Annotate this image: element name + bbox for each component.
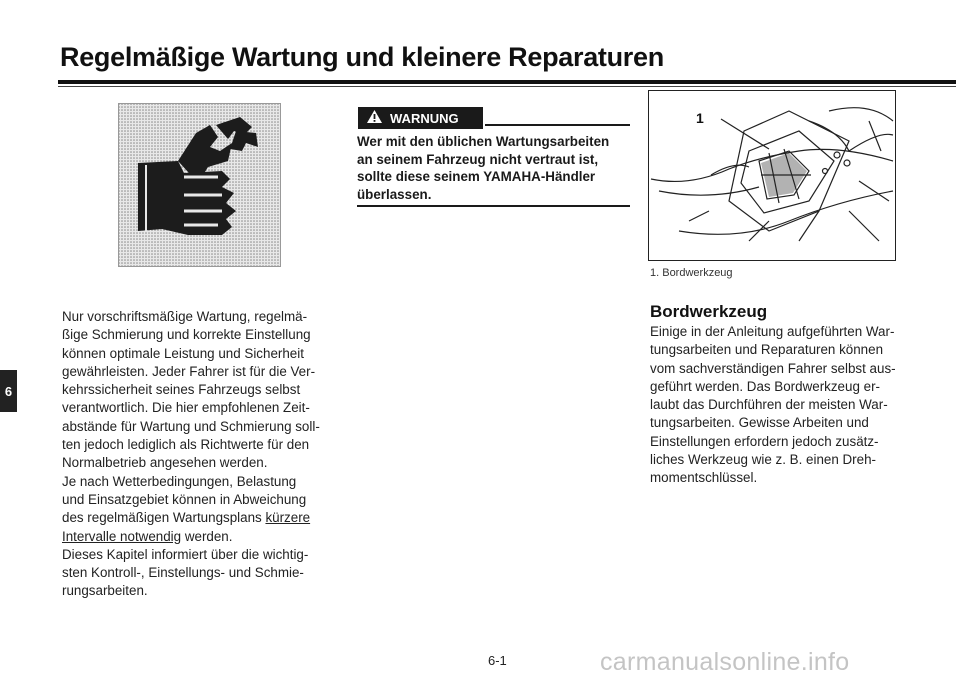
underlined-text: kürzere [265,510,311,526]
warning-rule-bottom [357,205,630,207]
text-line: geführt werden. Das Bordwerkzeug er- [650,378,880,394]
text-line: Einige in der Anleitung aufgeführten War- [650,324,895,339]
section-heading: Bordwerkzeug [650,302,768,321]
figure-caption: 1. Bordwerkzeug [650,267,733,279]
chapter-tab: 6 [0,370,17,412]
warning-label: WARNUNG [390,110,459,126]
text-line: an seinem Fahrzeug nicht vertraut ist, [357,151,599,167]
maintenance-glove-wrench-icon [118,103,281,267]
text-line: vom sachverständigen Fahrer selbst aus- [650,360,896,376]
text-line: Wer mit den üblichen Wartungsarbeiten [357,134,610,149]
page-number: 6-1 [488,653,507,668]
page-title: Regelmäßige Wartung und kleinere Reparaturen [60,42,664,72]
text-line [62,528,352,546]
text-line: tungsarbeiten und Reparaturen können [650,342,884,358]
warning-triangle-icon [366,109,383,127]
warning-text [357,133,632,203]
text-line: liches Werkzeug wie z. B. einen Dreh- [650,452,876,468]
title-underline-thin [58,86,956,87]
underlined-text: Intervalle notwendig [62,528,182,544]
figure-callout-1: 1 [696,110,704,126]
text-line: ten jedoch lediglich als Richtwerte für den [62,437,310,453]
text-line: und Einsatzgebiet können in Abweichung [62,491,307,507]
warning-badge [358,107,483,129]
text-line: rungsarbeiten. [62,583,148,599]
text-line: Einstellungen erfordern jedoch zusätz- [650,433,879,449]
title-underline [58,80,956,84]
text-line: Dieses Kapitel informiert über die wichtig- [62,546,309,562]
text-line: gewährleisten. Jeder Fahrer ist für die Ver- [62,363,316,379]
text-line: Je nach Wetterbedingungen, Belastung [62,473,297,489]
text-line: laubt das Durchführen der meisten War- [650,397,888,413]
toolkit-figure [648,90,896,261]
text-line: sten Kontroll-, Einstellungs- und Schmie- [62,565,304,581]
text-line: tungsarbeiten. Gewisse Arbeiten und [650,415,869,431]
toolkit-paragraph [650,323,940,488]
text-line: überlassen. [357,186,432,202]
text-line: verantwortlich. Die hier empfohlenen Zeit- [62,400,310,416]
watermark: carmanualsonline.info [600,648,850,676]
warning-rule-top [485,124,630,126]
intro-paragraph [62,308,352,601]
text-line: Normalbetrieb angesehen werden. [62,455,268,471]
text-line [62,509,352,527]
text-line: ßige Schmierung und korrekte Einstellung [62,327,311,343]
text-line: momentschlüssel. [650,470,758,486]
text-line: sollte diese seinem YAMAHA-Händler [357,169,596,184]
text-line: Nur vorschriftsmäßige Wartung, regelmä- [62,309,308,324]
text-line: können optimale Leistung und Sicherheit [62,345,304,361]
text-segment: werden. [181,528,233,544]
text-line: abstände für Wartung und Schmierung soll- [62,418,320,434]
text-segment: des regelmäßigen Wartungsplans [62,510,266,526]
text-line: kehrssicherheit seines Fahrzeugs selbst [62,382,301,398]
